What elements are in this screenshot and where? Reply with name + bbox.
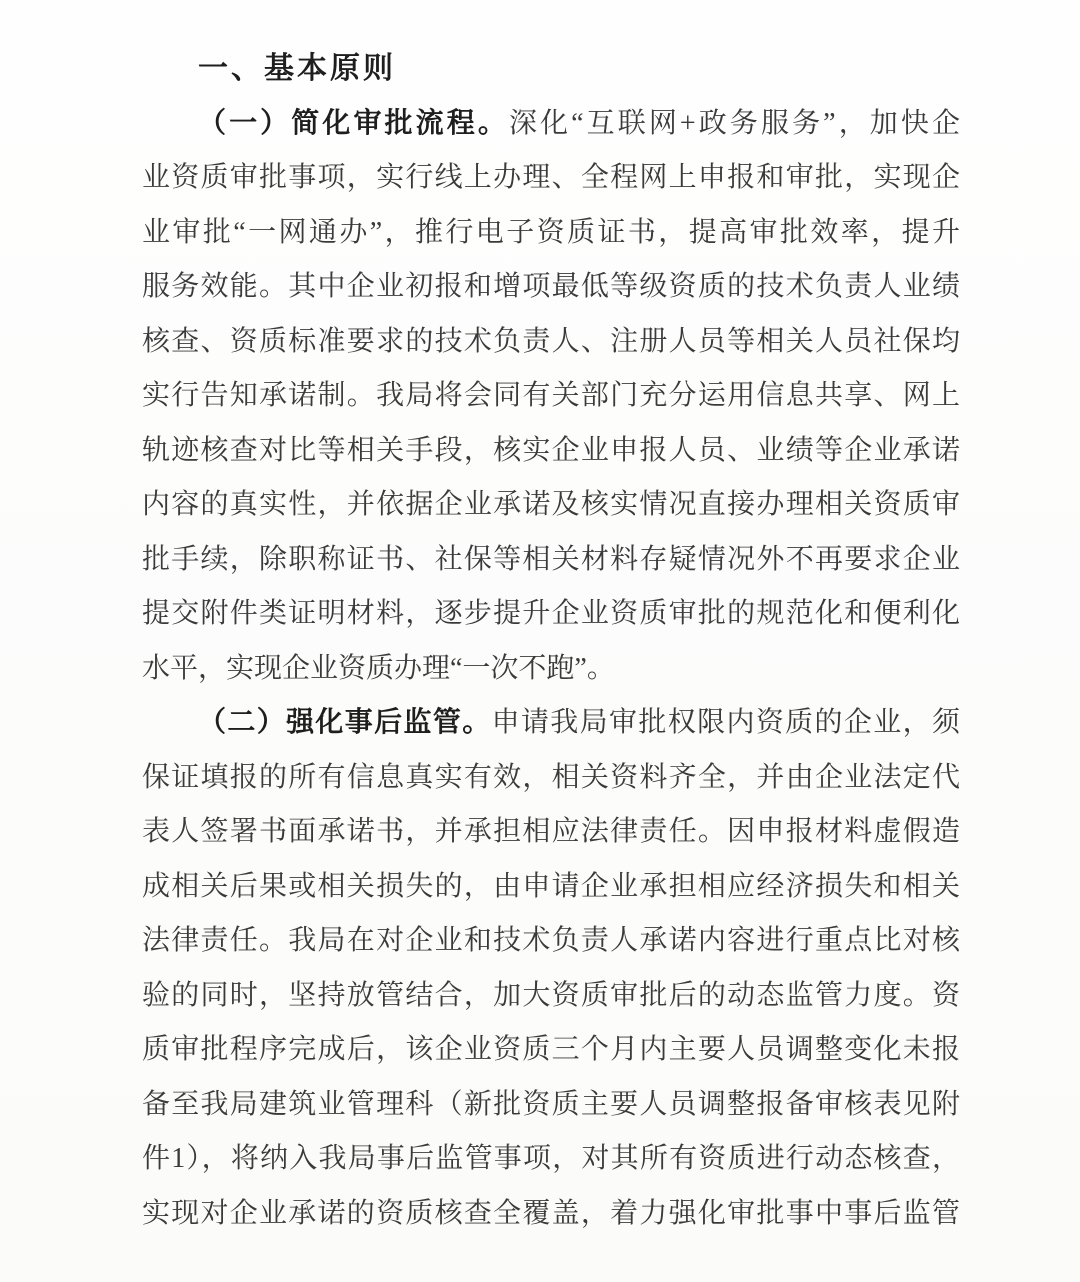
line-text: 批手续，除职称证书、社保等相关材料存疑情况外不再要求企业: [142, 543, 960, 575]
line-text: 验的同时，坚持放管结合，加大资质审批后的动态监管力度。资: [142, 979, 960, 1011]
text-line: [142, 151, 960, 206]
text-line: [142, 642, 960, 697]
line-text: 实行告知承诺制。我局将会同有关部门充分运用信息共享、网上: [142, 380, 960, 411]
text-line: [142, 860, 960, 915]
text-line: [142, 969, 960, 1024]
text-line: [142, 206, 960, 261]
text-line: [142, 424, 960, 479]
text-line: [142, 587, 960, 642]
text-line: [142, 1132, 960, 1187]
section-heading: 一、基本原则: [198, 52, 396, 85]
line-text: 法律责任。我局在对企业和技术负责人承诺内容进行重点比对核: [142, 925, 960, 956]
line-text: 业审批“一网通办”，推行电子资质证书，提高审批效率，提升: [142, 216, 960, 248]
line-text: 件1），将纳入我局事后监管事项，对其所有资质进行动态核查，: [142, 1143, 960, 1174]
line-text: 内容的真实性，并依据企业承诺及核实情况直接办理相关资质审: [142, 489, 960, 520]
text-line: [142, 1187, 960, 1242]
line-text: 保证填报的所有信息真实有效，相关资料齐全，并由企业法定代: [142, 761, 960, 793]
line-text: 深化“互联网+政务服务”，加快企: [508, 107, 960, 139]
paragraph-lead: （一）简化审批流程。: [198, 107, 509, 139]
line-text: 服务效能。其中企业初报和增项最低等级资质的技术负责人业绩: [142, 271, 960, 302]
document-text-block: [142, 42, 960, 1241]
line-text: 核查、资质标准要求的技术负责人、注册人员等相关人员社保均: [142, 325, 960, 357]
text-line: [142, 751, 960, 806]
line-text: 业资质审批事项，实行线上办理、全程网上申报和审批，实现企: [142, 162, 960, 193]
text-line: [142, 1078, 960, 1133]
text-line: [142, 914, 960, 969]
line-text: 备至我局建筑业管理科（新批资质主要人员调整报备审核表见附: [142, 1088, 960, 1120]
text-line: [142, 1023, 960, 1078]
line-text: 水平，实现企业资质办理“一次不跑”。: [142, 652, 615, 684]
text-line: [142, 696, 960, 751]
text-line: [142, 369, 960, 424]
text-line: [142, 533, 960, 588]
document-body: [142, 97, 960, 1242]
paragraph-lead: （二）强化事后监管。: [198, 707, 492, 738]
text-line: [142, 805, 960, 860]
text-line: [142, 478, 960, 533]
line-text: 提交附件类证明材料，逐步提升企业资质审批的规范化和便利化: [142, 598, 960, 629]
line-text: 申请我局审批权限内资质的企业，须: [491, 707, 960, 738]
line-text: 成相关后果或相关损失的，由申请企业承担相应经济损失和相关: [142, 870, 960, 902]
line-text: 表人签署书面承诺书，并承担相应法律责任。因申报材料虚假造: [142, 816, 960, 847]
line-text: 轨迹核查对比等相关手段，核实企业申报人员、业绩等企业承诺: [142, 434, 960, 466]
text-line: [142, 315, 960, 370]
line-text: 质审批程序完成后，该企业资质三个月内主要人员调整变化未报: [142, 1034, 960, 1065]
text-line: [142, 97, 960, 152]
line-text: 实现对企业承诺的资质核查全覆盖，着力强化审批事中事后监管: [142, 1197, 960, 1229]
text-line: [142, 260, 960, 315]
